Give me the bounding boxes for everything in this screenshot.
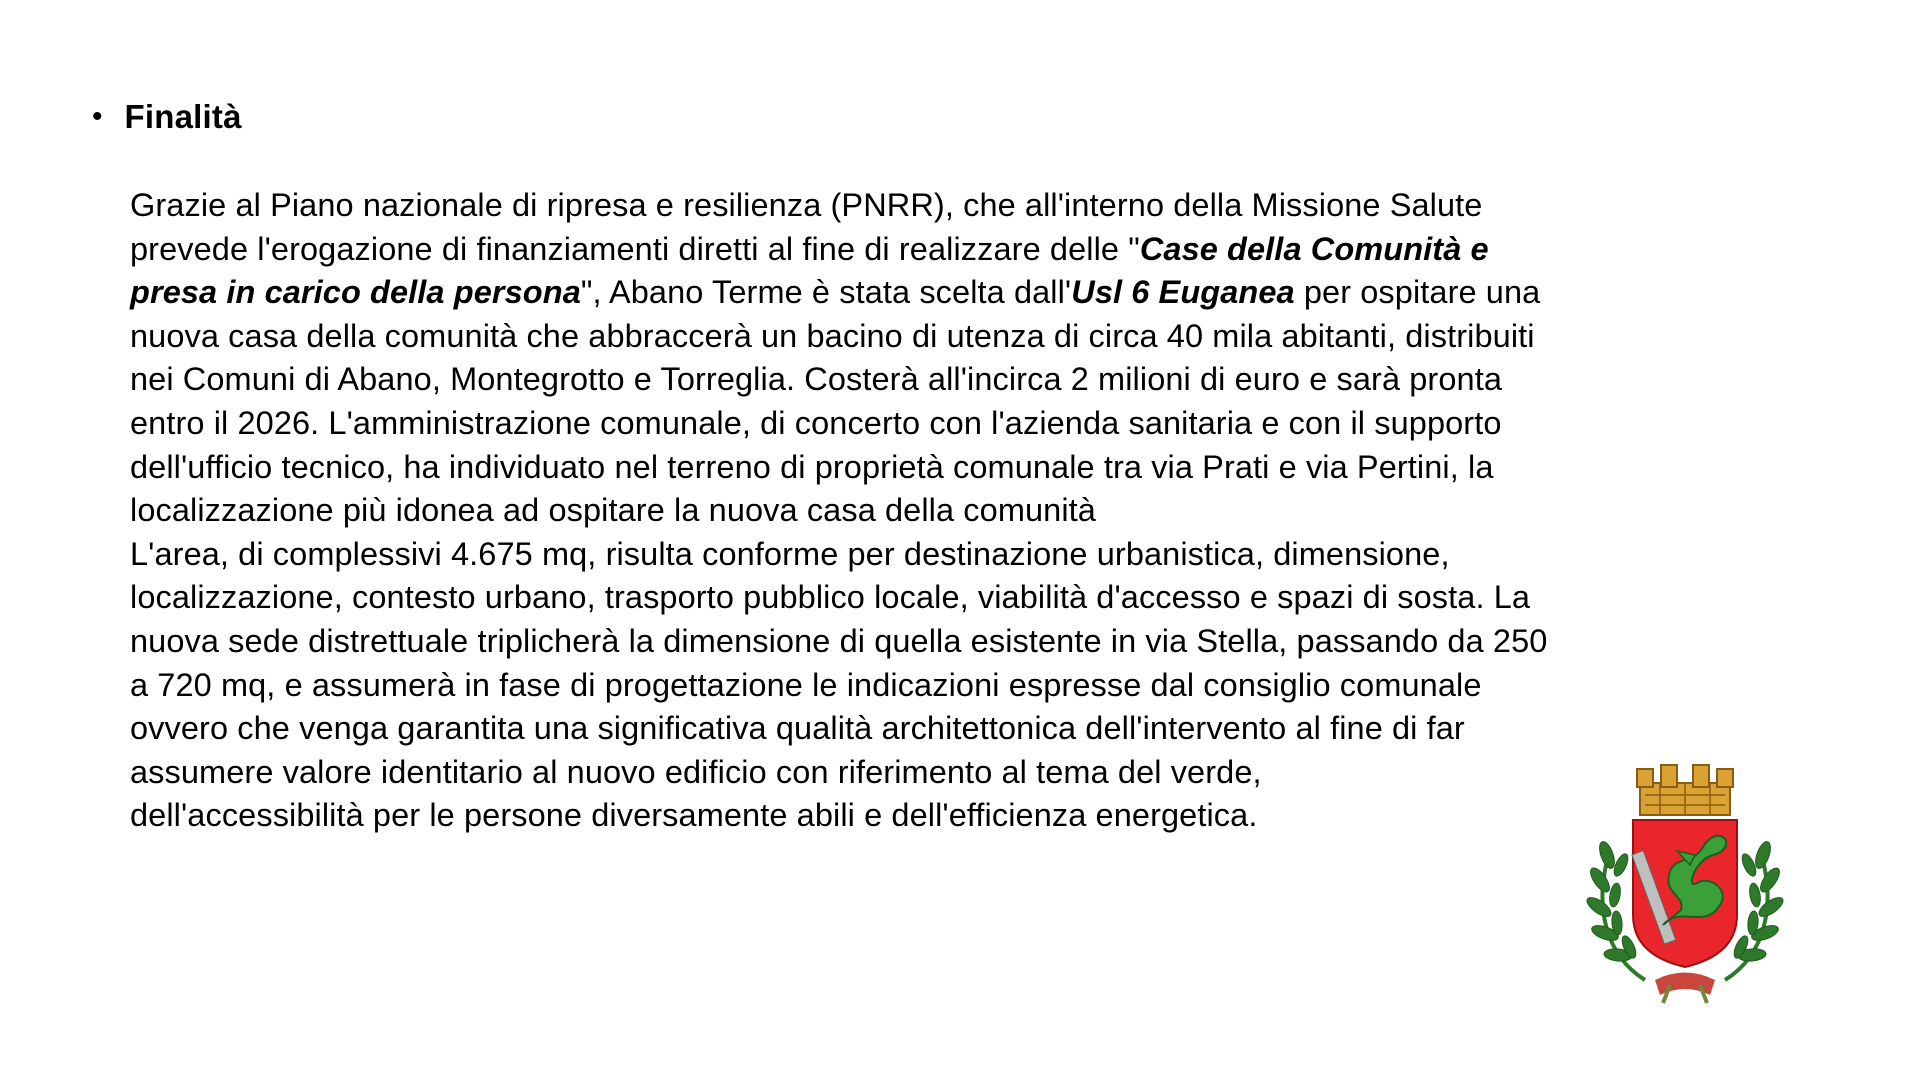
text-run: ", Abano Terme è stata scelta dall' (580, 274, 1072, 311)
text-run: dell'accessibilità per le persone diversamente abili e dell'efficienza energetica. (130, 797, 1258, 834)
paragraph-line (130, 358, 1770, 402)
paragraph-line (130, 576, 1770, 620)
text-run: nuova casa della comunità che abbraccerà un bacino di utenza di circa 40 mila abitanti, distribuiti (130, 317, 1535, 354)
paragraph-line (130, 620, 1770, 664)
mural-crown (1637, 765, 1733, 815)
text-run: localizzazione, contesto urbano, trasporto pubblico locale, viabilità d'accesso e spazi di sosta. La (130, 579, 1531, 616)
section-heading: Finalità (124, 98, 242, 135)
text-run: prevede l'erogazione di finanziamenti diretti al fine di realizzare delle " (130, 230, 1140, 267)
text-run: per ospitare una (1294, 274, 1541, 311)
paragraph-line (130, 794, 1770, 838)
text-run: localizzazione più idonea ad ospitare la nuova casa della comunità (130, 492, 1096, 529)
text-run: ovvero che venga garantita una significativa qualità architettonica dell'intervento al fine di far (130, 710, 1465, 747)
paragraph-line (130, 707, 1770, 751)
municipal-coat-of-arms-icon (1585, 755, 1785, 1005)
text-run: dell'ufficio tecnico, ha individuato nel terreno di proprietà comunale tra via Prati e via Pertini, la (130, 448, 1494, 485)
text-run: a 720 mq, e assumerà in fase di progettazione le indicazioni espresse dal consiglio comunale (130, 666, 1482, 703)
text-run: L'area, di complessivi 4.675 mq, risulta conforme per destinazione urbanistica, dimensione, (130, 535, 1450, 572)
paragraph-line (130, 402, 1770, 446)
paragraph-line (130, 315, 1770, 359)
paragraph-line (130, 184, 1770, 228)
text-run: nei Comuni di Abano, Montegrotto e Torreglia. Costerà all'incirca 2 milioni di euro e sarà pronta (130, 361, 1503, 398)
text-run: assumere valore identitario al nuovo edificio con riferimento al tema del verde, (130, 753, 1262, 790)
emphasized-text: Usl 6 Euganea (1071, 274, 1295, 311)
paragraph-line (130, 664, 1770, 708)
paragraph-line (130, 228, 1770, 272)
paragraph-line (130, 751, 1770, 795)
bullet-point-icon: • (92, 100, 103, 133)
emphasized-text: presa in carico della persona (130, 274, 581, 311)
emphasized-text: Case della Comunità e (1139, 230, 1489, 267)
paragraph-line (130, 533, 1770, 577)
text-run: nuova sede distrettuale triplicherà la dimensione di quella esistente in via Stella, passando da 250 (130, 622, 1548, 659)
paragraph-line (130, 446, 1770, 490)
shield (1632, 820, 1737, 967)
body-paragraph (130, 184, 1770, 838)
ribbon (1655, 973, 1715, 1004)
text-run: Grazie al Piano nazionale di ripresa e resilienza (PNRR), che all'interno della Missione Salute (130, 187, 1483, 223)
bullet-heading-row (92, 92, 242, 142)
paragraph-line (130, 271, 1770, 315)
text-run: entro il 2026. L'amministrazione comunale, di concerto con l'azienda sanitaria e con il supporto (130, 404, 1502, 441)
paragraph-line (130, 489, 1770, 533)
